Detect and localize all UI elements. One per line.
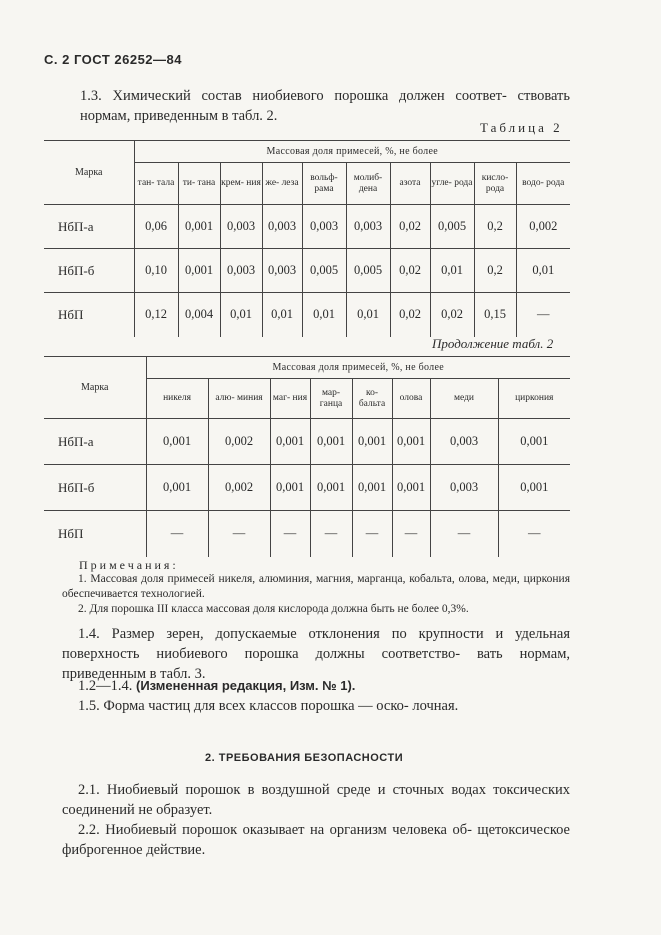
table-cell: — [352,511,392,557]
paragraph-1-5: 1.5. Форма частиц для всех классов порошка — оско- лочная. [78,698,459,714]
table-cell: 0,003 [262,249,302,293]
table2-column-header: крем- ния [220,163,262,205]
table-cell: 0,02 [430,293,474,337]
table-cell: 0,001 [352,419,392,465]
notes-heading: Примечания: [79,558,179,572]
table-cell: 0,002 [516,205,570,249]
table-cell: 0,2 [474,249,516,293]
table2-column-header: ти- тана [178,163,220,205]
table-cell: 0,01 [430,249,474,293]
paragraph-2-1: 2.1. Ниобиевый порошок в воздушной среде и сточных водах токсических соединений не образует. [62,782,570,818]
paragraph-2-2: 2.2. Ниобиевый порошок оказывает на организм человека об- щетоксическое фиброгенное действие. [62,822,570,858]
paragraph-1-4: 1.4. Размер зерен, допускаемые отклонения по крупности и удельная поверхность ниобиевого порошка должны соответство- вать нормам, приведенным в табл. 3. [62,626,570,682]
table-cell: — [270,511,310,557]
row-mark: НбП [44,511,146,557]
table2-column-header: молиб- дена [346,163,390,205]
table-2-span-header: Массовая доля примесей, %, не более [134,141,570,163]
table-cell: 0,001 [146,465,208,511]
table-cell: 0,001 [392,465,430,511]
table-cell: 0,001 [178,205,220,249]
table-cell: 0,003 [430,419,498,465]
table-cell: 0,003 [220,249,262,293]
table-cell: 0,001 [352,465,392,511]
table-cell: 0,001 [270,465,310,511]
table-cell: 0,003 [262,205,302,249]
table-cell: 0,002 [208,419,270,465]
table2b-column-header: маг- ния [270,379,310,419]
table-cell: 0,12 [134,293,178,337]
table2-column-header: азота [390,163,430,205]
table2-column-header: вольф- рама [302,163,346,205]
table2-column-header: угле- рода [430,163,474,205]
table-cell: 0,02 [390,249,430,293]
table-cell: 0,003 [346,205,390,249]
table-cell: — [146,511,208,557]
table-2b-span-header: Массовая доля примесей, %, не более [146,357,570,379]
table-cell: 0,02 [390,205,430,249]
table-cell: 0,01 [346,293,390,337]
table-row [44,465,570,511]
row-mark: НбП-б [44,249,134,293]
table-cell: 0,001 [498,419,570,465]
table-cell: 0,10 [134,249,178,293]
row-mark: НбП-а [44,205,134,249]
note-2: 2. Для порошка III класса массовая доля кислорода должна быть не более 0,3%. [78,603,469,615]
table-cell: 0,01 [220,293,262,337]
row-mark: НбП-б [44,465,146,511]
table-cell: — [310,511,352,557]
table2b-column-header: ко- бальта [352,379,392,419]
table-cell: 0,001 [310,419,352,465]
table-cell: 0,06 [134,205,178,249]
table-row [44,249,570,293]
table-cell: — [392,511,430,557]
table-row [44,205,570,249]
paragraph-1-2-1-4-prefix: 1.2—1.4. [78,678,133,694]
table-cell: 0,01 [302,293,346,337]
table-cell: 0,001 [178,249,220,293]
note-1: 1. Массовая доля примесей никеля, алюминия, магния, марганца, кобальта, олова, меди, циркония обеспечивается технологией. [62,573,570,600]
table-cell: 0,2 [474,205,516,249]
table-2-marka-header: Марка [44,141,134,205]
table-2b-marka-header: Марка [44,357,146,419]
table-cell: 0,003 [430,465,498,511]
row-mark: НбП-а [44,419,146,465]
table-2-continuation [44,356,570,557]
table-cell: 0,001 [310,465,352,511]
table2b-column-header: алю- миния [208,379,270,419]
table-2-caption: Таблица 2 [480,120,563,135]
table-cell: 0,005 [302,249,346,293]
table-row [44,511,570,557]
paragraph-1-3-text: 1.3. Химический состав ниобиевого порошка должен соответ- ствовать нормам, приведенным в табл. 2. [80,88,570,124]
table-cell: 0,003 [302,205,346,249]
table2b-column-header: олова [392,379,430,419]
table-cell: 0,005 [346,249,390,293]
table-cell: — [208,511,270,557]
table-cell: 0,01 [516,249,570,293]
table-cell: 0,001 [270,419,310,465]
paragraph-1-2-1-4 [78,676,570,696]
table-cell: 0,15 [474,293,516,337]
table2b-column-header: циркония [498,379,570,419]
table2b-column-header: мар- ганца [310,379,352,419]
table-cell: 0,003 [220,205,262,249]
table-row [44,419,570,465]
page-header: С. 2 ГОСТ 26252—84 [44,52,182,67]
table2b-column-header: меди [430,379,498,419]
table-cell: 0,005 [430,205,474,249]
table-cell: 0,01 [262,293,302,337]
table-cell: — [516,293,570,337]
table-2 [44,140,570,337]
paragraph-1-2-1-4-amendment: (Измененная редакция, Изм. № 1). [136,678,356,693]
table2-column-header: кисло- рода [474,163,516,205]
table-cell: 0,002 [208,465,270,511]
table-cell: 0,001 [498,465,570,511]
section-2-title: 2. ТРЕБОВАНИЯ БЕЗОПАСНОСТИ [205,752,404,764]
table-cell: 0,004 [178,293,220,337]
table2-column-header: же- леза [262,163,302,205]
table2-column-header: тан- тала [134,163,178,205]
table-row [44,293,570,337]
table-cell: 0,001 [392,419,430,465]
table2b-column-header: никеля [146,379,208,419]
table2-column-header: водо- рода [516,163,570,205]
table-cell: — [430,511,498,557]
table-cell: 0,02 [390,293,430,337]
table-cell: 0,001 [146,419,208,465]
row-mark: НбП [44,293,134,337]
table-2-continuation-caption: Продолжение табл. 2 [432,336,554,351]
table-cell: — [498,511,570,557]
